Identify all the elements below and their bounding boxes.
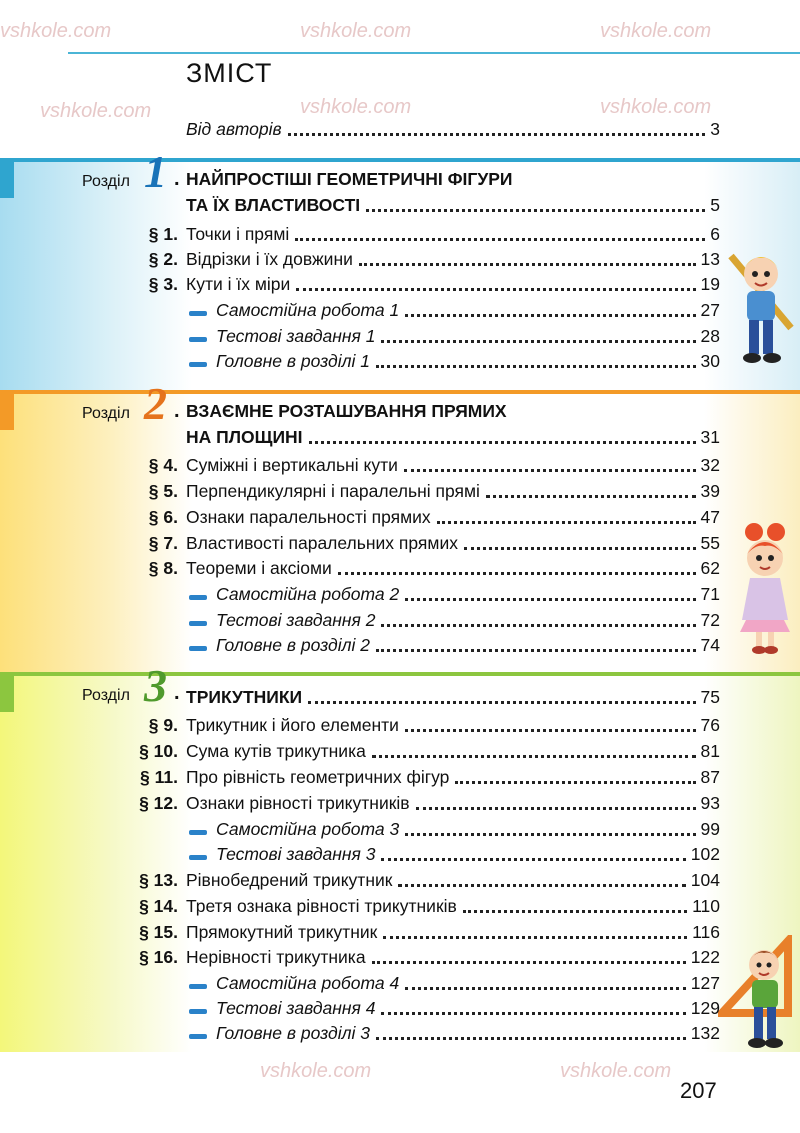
dash-bullet-icon <box>189 830 207 835</box>
toc-label: Самостійна робота 1 <box>216 300 400 320</box>
toc-row[interactable] <box>80 324 720 350</box>
dot-leader <box>405 728 696 732</box>
dash-bullet-icon <box>189 1009 207 1014</box>
toc-row[interactable] <box>80 531 720 557</box>
toc-label: Третя ознака рівності трикутників <box>186 896 457 916</box>
toc-page: 32 <box>700 455 720 475</box>
toc-row[interactable] <box>80 817 720 843</box>
dot-leader <box>372 754 696 758</box>
boy-with-triangle-illustration <box>718 935 798 1055</box>
dot-leader <box>288 132 706 136</box>
toc-entry <box>186 741 720 762</box>
toc-page: 81 <box>700 741 720 761</box>
toc-page: 3 <box>710 119 720 139</box>
top-rule <box>68 52 800 54</box>
dot-leader <box>338 571 696 575</box>
section-word: Розділ <box>82 405 130 422</box>
dash-bullet-icon <box>189 646 207 651</box>
toc-label: Ознаки паралельності прямих <box>186 507 431 527</box>
toc-row[interactable] <box>80 608 720 634</box>
toc-page: 87 <box>700 767 720 787</box>
dot-leader <box>376 364 696 368</box>
toc-label: Тестові завдання 4 <box>216 998 376 1018</box>
toc-page: 76 <box>700 715 720 735</box>
dot-leader <box>366 208 705 212</box>
girl-illustration <box>732 520 798 660</box>
section-1-tab <box>0 162 14 198</box>
section-dot: . <box>174 400 180 422</box>
toc-entry <box>216 300 720 321</box>
dot-leader <box>309 440 696 444</box>
toc-row[interactable] <box>80 945 720 971</box>
dash-bullet-icon <box>189 855 207 860</box>
toc-row[interactable] <box>80 765 720 791</box>
toc-label: Властивості паралельних прямих <box>186 533 458 553</box>
toc-entry <box>216 998 720 1019</box>
section-3-tab <box>0 676 14 712</box>
toc-label: Тестові завдання 1 <box>216 326 376 346</box>
dot-leader <box>405 986 686 990</box>
toc-entry <box>216 326 720 347</box>
toc-label: Перпендикулярні і паралельні прямі <box>186 481 480 501</box>
toc-entry <box>186 455 720 476</box>
paragraph-number: § 10. <box>139 741 178 761</box>
paragraph-number: § 9. <box>148 715 178 735</box>
toc-entry <box>186 119 720 140</box>
watermark: vshkole.com <box>600 96 712 118</box>
toc-row[interactable] <box>80 1021 720 1047</box>
paragraph-number: § 6. <box>148 507 178 527</box>
toc-page: 62 <box>700 558 720 578</box>
paragraph-number: § 12. <box>139 793 178 813</box>
toc-label: Суміжні і вертикальні кути <box>186 455 398 475</box>
section-number: 3 <box>144 660 167 711</box>
dash-bullet-icon <box>189 311 207 316</box>
toc-label: Головне в розділі 3 <box>216 1023 370 1043</box>
toc-page: 99 <box>700 819 720 839</box>
toc-entry <box>216 819 720 840</box>
dot-leader <box>383 935 687 939</box>
dot-leader <box>296 287 695 291</box>
toc-row[interactable] <box>80 791 720 817</box>
section-3-title-row[interactable] <box>80 685 720 711</box>
paragraph-number: § 2. <box>148 249 178 269</box>
toc-row[interactable] <box>80 713 720 739</box>
toc-page: 102 <box>690 844 720 864</box>
section-title: ВЗАЄМНЕ РОЗТАШУВАННЯ ПРЯМИХ <box>186 401 507 421</box>
toc-page: 5 <box>710 195 720 215</box>
dot-leader <box>464 546 696 550</box>
toc-entry <box>186 169 720 190</box>
toc-row[interactable] <box>80 298 720 324</box>
toc-label: Від авторів <box>186 119 282 139</box>
toc-entry <box>186 947 720 968</box>
toc-row[interactable] <box>80 996 720 1022</box>
section-title: НАЙПРОСТІШІ ГЕОМЕТРИЧНІ ФІГУРИ <box>186 169 513 189</box>
paragraph-number: § 8. <box>148 558 178 578</box>
toc-entry <box>216 1023 720 1044</box>
dot-leader <box>381 1011 685 1015</box>
toc-page: 75 <box>700 687 720 707</box>
dot-leader <box>376 1036 686 1040</box>
toc-page: 13 <box>700 249 720 269</box>
section-title: ТРИКУТНИКИ <box>186 687 303 707</box>
dash-bullet-icon <box>189 984 207 989</box>
boy-with-ruler-illustration <box>725 236 797 376</box>
paragraph-number: § 15. <box>139 922 178 942</box>
section-number: 2 <box>144 378 167 429</box>
toc-page: 71 <box>700 584 720 604</box>
toc-row[interactable] <box>80 479 720 505</box>
toc-row[interactable] <box>80 272 720 298</box>
dot-leader <box>463 909 687 913</box>
toc-label: Про рівність геометричних фігур <box>186 767 450 787</box>
toc-page: 93 <box>700 793 720 813</box>
watermark: vshkole.com <box>560 1060 672 1082</box>
toc-row[interactable] <box>80 349 720 375</box>
watermark: vshkole.com <box>600 20 712 42</box>
paragraph-number: § 4. <box>148 455 178 475</box>
dash-bullet-icon <box>189 362 207 367</box>
paragraph-number: § 16. <box>139 947 178 967</box>
toc-entry <box>216 844 720 865</box>
toc-label: Прямокутний трикутник <box>186 922 378 942</box>
dot-leader <box>405 832 695 836</box>
toc-page: 47 <box>700 507 720 527</box>
dot-leader <box>486 494 696 498</box>
dot-leader <box>381 339 695 343</box>
dash-bullet-icon <box>189 337 207 342</box>
toc-row[interactable] <box>80 505 720 531</box>
toc-row[interactable] <box>80 453 720 479</box>
toc-entry <box>216 635 720 656</box>
page-number: 207 <box>680 1078 717 1103</box>
dot-leader <box>308 700 695 704</box>
watermark: vshkole.com <box>40 100 152 122</box>
section-number: 1 <box>144 146 167 197</box>
watermark: vshkole.com <box>300 96 412 118</box>
page-title: ЗМІСТ <box>186 58 273 88</box>
dot-leader <box>376 648 696 652</box>
section-title: ТА ЇХ ВЛАСТИВОСТІ <box>186 195 361 215</box>
toc-label: Ознаки рівності трикутників <box>186 793 410 813</box>
paragraph-number: § 7. <box>148 533 178 553</box>
dot-leader <box>398 883 685 887</box>
toc-row[interactable] <box>80 920 720 946</box>
toc-row[interactable] <box>80 842 720 868</box>
toc-entry <box>186 558 720 579</box>
dot-leader <box>359 262 696 266</box>
toc-page: 55 <box>700 533 720 553</box>
section-dot: . <box>174 682 180 704</box>
dot-leader <box>416 806 696 810</box>
section-title: НА ПЛОЩИНІ <box>186 427 303 447</box>
watermark: vshkole.com <box>300 20 412 42</box>
toc-page: 74 <box>700 635 720 655</box>
paragraph-number: § 5. <box>148 481 178 501</box>
toc-page: 39 <box>700 481 720 501</box>
toc-entry <box>186 481 720 502</box>
toc-entry <box>216 610 720 631</box>
section-word: Розділ <box>82 687 130 704</box>
toc-entry <box>186 427 720 448</box>
paragraph-number: § 14. <box>139 896 178 916</box>
dot-leader <box>404 468 696 472</box>
dash-bullet-icon <box>189 1034 207 1039</box>
toc-label: Головне в розділі 1 <box>216 351 370 371</box>
dash-bullet-icon <box>189 621 207 626</box>
toc-page: 129 <box>690 998 720 1018</box>
dot-leader <box>372 960 686 964</box>
toc-entry <box>186 767 720 788</box>
section-2-tab <box>0 394 14 430</box>
toc-entry <box>186 533 720 554</box>
toc-label: Тестові завдання 3 <box>216 844 376 864</box>
toc-label: Кути і їх міри <box>186 274 291 294</box>
toc-entry <box>186 793 720 814</box>
toc-entry <box>186 507 720 528</box>
dot-leader <box>381 623 695 627</box>
section-1-title-row[interactable] <box>80 167 720 193</box>
toc-entry <box>186 195 720 216</box>
dot-leader <box>437 520 696 524</box>
toc-page: 19 <box>700 274 720 294</box>
dot-leader <box>405 313 695 317</box>
toc-label: Тестові завдання 2 <box>216 610 376 630</box>
paragraph-number: § 1. <box>148 224 178 244</box>
paragraph-number: § 13. <box>139 870 178 890</box>
toc-entry <box>186 922 720 943</box>
toc-label: Трикутник і його елементи <box>186 715 399 735</box>
toc-row-intro[interactable] <box>80 117 720 143</box>
toc-page: 28 <box>700 326 720 346</box>
toc-label: Теореми і аксіоми <box>186 558 332 578</box>
toc-entry <box>186 715 720 736</box>
toc-page: 110 <box>692 896 720 916</box>
toc-row[interactable] <box>80 633 720 659</box>
toc-entry <box>216 351 720 372</box>
toc-entry <box>186 249 720 270</box>
toc-label: Самостійна робота 4 <box>216 973 400 993</box>
watermark: vshkole.com <box>260 1060 372 1082</box>
paragraph-number: § 11. <box>140 767 178 787</box>
toc-page: 104 <box>690 870 720 890</box>
toc-page: 30 <box>700 351 720 371</box>
section-2-title-row[interactable] <box>80 399 720 425</box>
toc-label: Самостійна робота 2 <box>216 584 400 604</box>
toc-page: 31 <box>700 427 720 447</box>
toc-entry <box>216 584 720 605</box>
toc-page: 127 <box>690 973 720 993</box>
section-word: Розділ <box>82 173 130 190</box>
section-1-title-row-2[interactable] <box>80 193 720 219</box>
toc-label: Самостійна робота 3 <box>216 819 400 839</box>
toc-entry <box>186 224 720 245</box>
dot-leader <box>455 780 695 784</box>
toc-page: 27 <box>700 300 720 320</box>
toc-label: Рівнобедрений трикутник <box>186 870 393 890</box>
toc-row[interactable] <box>80 894 720 920</box>
toc-label: Головне в розділі 2 <box>216 635 370 655</box>
toc-page: 132 <box>690 1023 720 1043</box>
toc-row[interactable] <box>80 971 720 997</box>
toc-row[interactable] <box>80 556 720 582</box>
toc-label: Нерівності трикутника <box>186 947 366 967</box>
toc-label: Точки і прямі <box>186 224 290 244</box>
dot-leader <box>295 237 705 241</box>
toc-page: 6 <box>710 224 720 244</box>
dash-bullet-icon <box>189 595 207 600</box>
toc-entry <box>186 274 720 295</box>
toc-label: Сума кутів трикутника <box>186 741 366 761</box>
toc-row[interactable] <box>80 222 720 248</box>
section-dot: . <box>174 168 180 190</box>
dot-leader <box>381 857 685 861</box>
paragraph-number: § 3. <box>148 274 178 294</box>
toc-row[interactable] <box>80 739 720 765</box>
toc-entry <box>186 401 720 422</box>
toc-page: 72 <box>700 610 720 630</box>
toc-row[interactable] <box>80 868 720 894</box>
toc-entry <box>186 896 720 917</box>
section-2-title-row-2[interactable] <box>80 425 720 451</box>
toc-page: 122 <box>690 947 720 967</box>
toc-entry <box>186 870 720 891</box>
toc-row[interactable] <box>80 582 720 608</box>
toc-entry <box>216 973 720 994</box>
dot-leader <box>405 597 695 601</box>
toc-row[interactable] <box>80 247 720 273</box>
toc-label: Відрізки і їх довжини <box>186 249 353 269</box>
toc-page: 116 <box>692 922 720 942</box>
toc-entry <box>186 687 720 708</box>
watermark: vshkole.com <box>0 20 112 42</box>
